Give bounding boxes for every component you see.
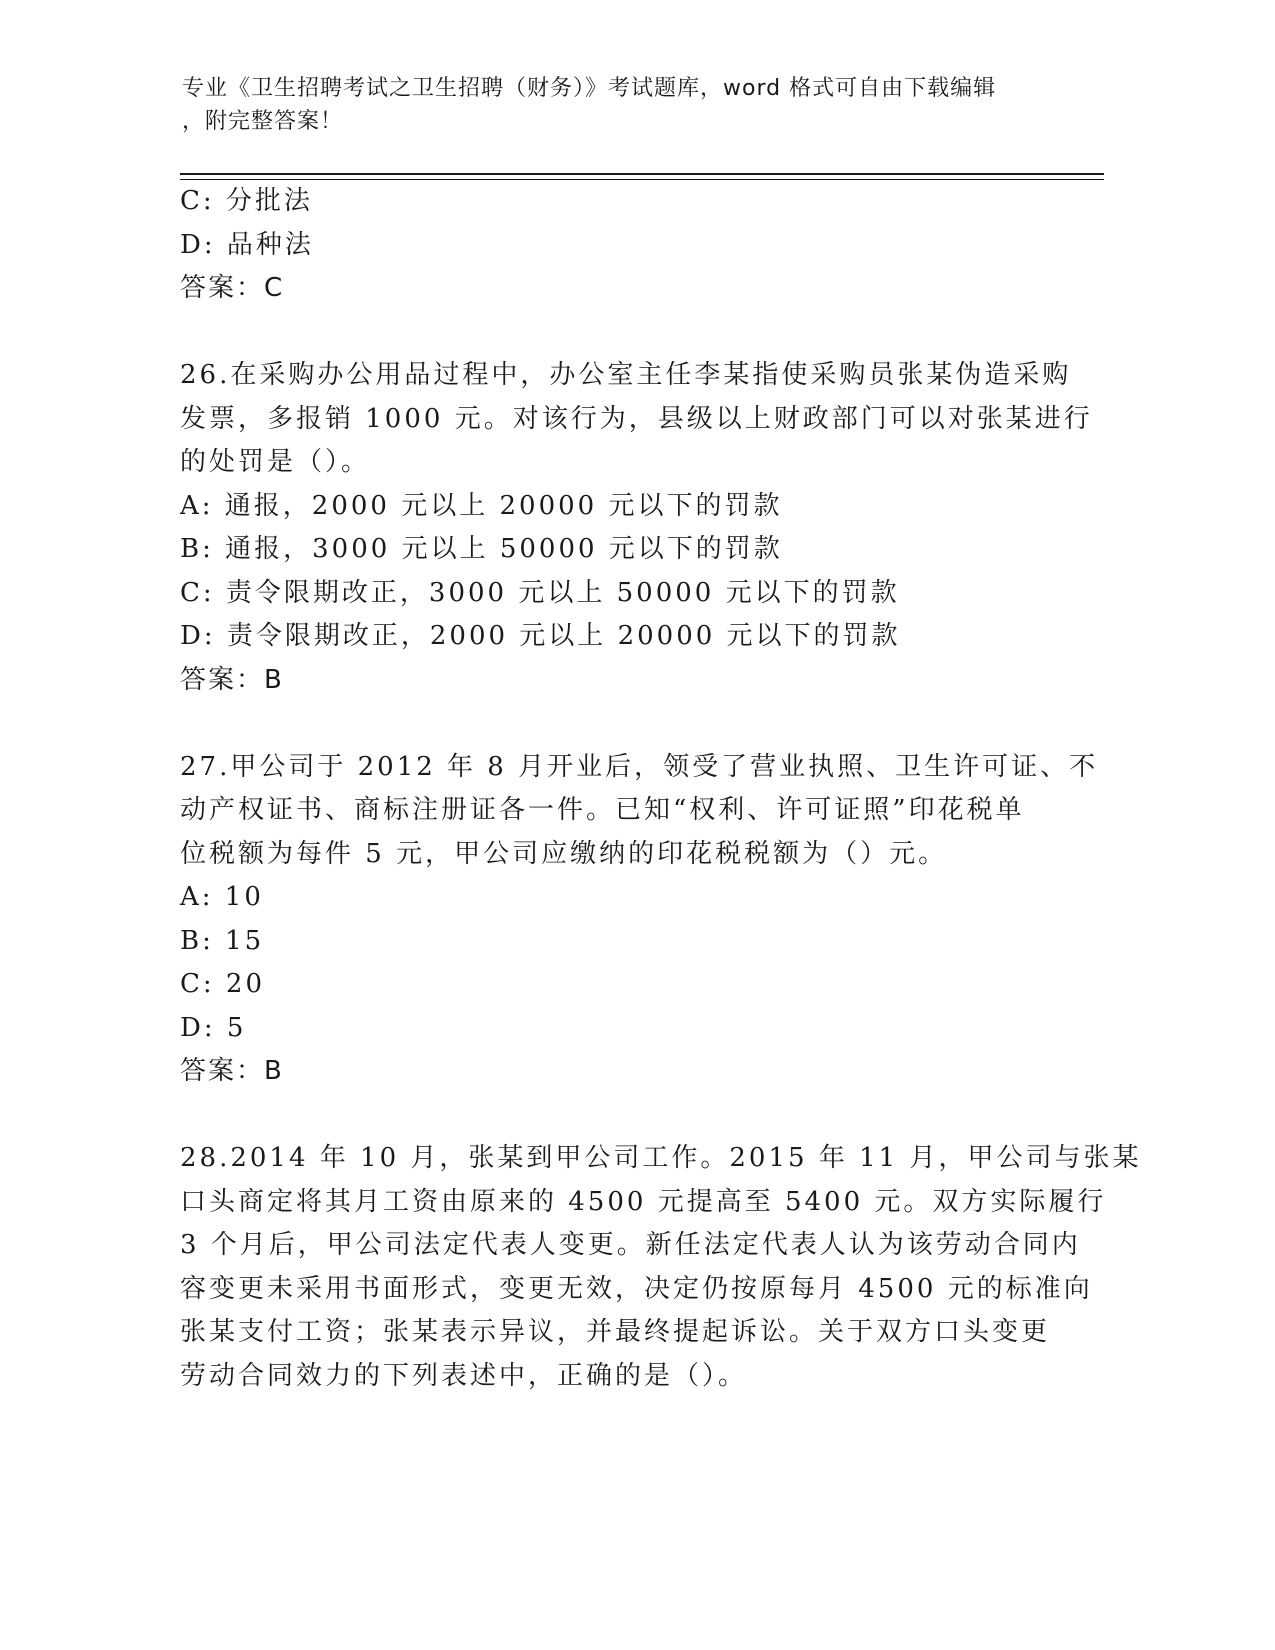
question-content [180,180,1142,1398]
question-text-line: 的处罚是（）。 [180,447,371,477]
question-26 [180,354,1093,702]
option-d: D: 责令限期改正，2000 元以上 20000 元以下的罚款 [180,621,901,651]
option-c: C: 20 [180,969,266,999]
header-line-2: ，附完整答案！ [182,109,344,134]
question-text-line: 容变更未采用书面形式，变更无效，决定仍按原每月 4500 元的标准向 [180,1273,1093,1304]
spacer [180,311,1040,355]
document-header [182,72,1062,138]
header-rule-thick [180,173,1104,175]
question-text-line: 发票，多报销 1000 元。对该行为，县级以上财政部门可以对张某进行 [180,403,1093,434]
option-d: D: 品种法 [180,229,314,260]
header-line-1: 专业《卫生招聘考试之卫生招聘（财务）》考试题库，word 格式可自由下载编辑 [182,76,997,101]
option-b: B: 通报，3000 元以上 50000 元以下的罚款 [180,534,783,564]
question-text-line: 口头商定将其月工资由原来的 4500 元提高至 5400 元。双方实际履行 [180,1186,1107,1217]
spacer [180,1094,1040,1138]
option-a: A: 10 [180,882,264,912]
question-27 [180,746,1099,1094]
question-text-line: 28.2014 年 10 月，张某到甲公司工作。2015 年 11 月，甲公司与张某 [180,1143,1142,1173]
question-text-line: 27.甲公司于 2012 年 8 月开业后，领受了营业执照、卫生许可证、不 [180,751,1099,782]
question-text-line: 26.在采购办公用品过程中，办公室主任李某指使采购员张某伪造采购 [180,360,1072,390]
option-d: D: 5 [180,1012,247,1043]
answer-line: 答案：C [180,273,285,303]
question-text-line: 3 个月后，甲公司法定代表人变更。新任法定代表人认为该劳动合同内 [180,1230,1081,1260]
option-a: A: 通报，2000 元以上 20000 元以下的罚款 [180,490,783,521]
option-c: C: 责令限期改正，3000 元以上 50000 元以下的罚款 [180,577,900,608]
answer-line: 答案：B [180,664,284,695]
option-b: B: 15 [180,925,265,956]
question-text-line: 位税额为每件 5 元，甲公司应缴纳的印花税税额为（）元。 [180,838,948,869]
spacer [180,702,1040,746]
question-28 [180,1137,1142,1398]
answer-line: 答案：B [180,1056,284,1086]
question-text-line: 动产权证书、商标注册证各一件。已知“权利、许可证照”印花税单 [180,795,1025,825]
option-c: C: 分批法 [180,186,313,216]
question-text-line: 劳动合同效力的下列表述中，正确的是（）。 [180,1360,748,1391]
question-text-line: 张某支付工资；张某表示异议，并最终提起诉讼。关于双方口头变更 [180,1317,1051,1347]
